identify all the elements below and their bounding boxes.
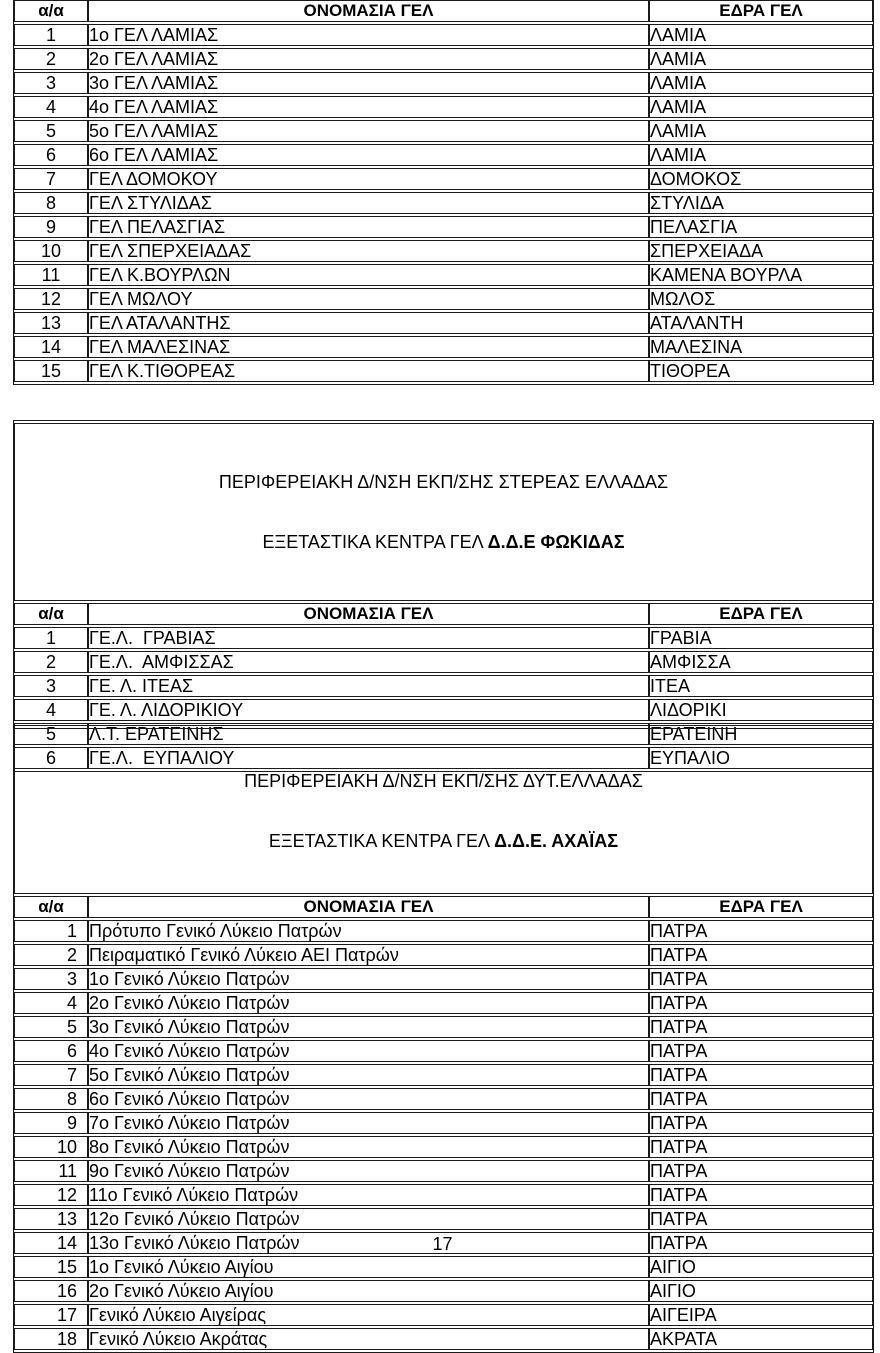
table-title-line1: ΠΕΡΙΦΕΡΕΙΑΚΗ Δ/ΝΣΗ ΕΚΠ/ΣΗΣ ΣΤΕΡΕΑΣ ΕΛΛΑΔΑΣ — [218, 472, 669, 492]
table-row — [14, 168, 873, 190]
table-row — [14, 699, 873, 721]
school-seat-cell: ΙΤΕΑ — [649, 675, 873, 697]
table-header-row — [14, 0, 873, 22]
row-index-cell: 4 — [14, 699, 88, 721]
school-seat-cell: ΛΙΔΟΡΙΚΙ — [649, 699, 873, 721]
school-seat-cell: ΛΑΜΙΑ — [649, 120, 873, 142]
table-row — [14, 1088, 873, 1110]
school-name-cell: ΓΕΛ ΠΕΛΑΣΓΙΑΣ — [88, 216, 649, 238]
table-row — [14, 1040, 873, 1062]
school-seat-cell: ΑΤΑΛΑΝΤΗ — [649, 312, 873, 334]
row-index-cell: 8 — [14, 1088, 88, 1110]
school-name-cell: 2ο Γενικό Λύκειο Πατρών — [88, 992, 649, 1014]
school-name-cell: ΓΕ.Λ. ΑΜΦΙΣΣΑΣ — [88, 651, 649, 673]
school-seat-cell: ΠΑΤΡΑ — [649, 1040, 873, 1062]
table-row — [14, 627, 873, 649]
table-title-row — [14, 728, 873, 894]
row-index-cell: 3 — [14, 968, 88, 990]
school-name-cell: 9ο Γενικό Λύκειο Πατρών — [88, 1160, 649, 1182]
column-header-seat: ΕΔΡΑ ΓΕΛ — [649, 0, 873, 22]
column-header-seat: ΕΔΡΑ ΓΕΛ — [649, 603, 873, 625]
school-name-cell: 8ο Γενικό Λύκειο Πατρών — [88, 1136, 649, 1158]
school-seat-cell: ΑΜΦΙΣΣΑ — [649, 651, 873, 673]
school-seat-cell: ΜΑΛΕΣΙΝΑ — [649, 336, 873, 358]
row-index-cell: 6 — [14, 747, 88, 769]
row-index-cell: 3 — [14, 72, 88, 94]
school-name-cell: 6ο ΓΕΛ ΛΑΜΙΑΣ — [88, 144, 649, 166]
table-row — [14, 944, 873, 966]
school-seat-cell: ΣΤΥΛΙΔΑ — [649, 192, 873, 214]
row-index-cell: 15 — [14, 360, 88, 382]
school-name-cell: Γενικό Λύκειο Αιγείρας — [88, 1304, 649, 1326]
table-row — [14, 651, 873, 673]
table-row — [14, 920, 873, 942]
school-name-cell: ΓΕ.Λ. ΓΡΑΒΙΑΣ — [88, 627, 649, 649]
school-name-cell: 12ο Γενικό Λύκειο Πατρών — [88, 1208, 649, 1230]
row-index-cell: 5 — [14, 120, 88, 142]
table-header-row — [14, 896, 873, 918]
school-seat-cell: ΠΑΤΡΑ — [649, 1160, 873, 1182]
school-name-cell: 1ο ΓΕΛ ΛΑΜΙΑΣ — [88, 24, 649, 46]
row-index-cell: 6 — [14, 1040, 88, 1062]
school-seat-cell: ΕΡΑΤΕΙΝΗ — [649, 723, 873, 745]
school-seat-cell: ΠΑΤΡΑ — [649, 944, 873, 966]
table-row — [14, 288, 873, 310]
school-seat-cell: ΑΙΓΕΙΡΑ — [649, 1304, 873, 1326]
table-row — [14, 1328, 873, 1350]
row-index-cell: 9 — [14, 216, 88, 238]
row-index-cell: 13 — [14, 1208, 88, 1230]
school-seat-cell: ΑΚΡΑΤΑ — [649, 1328, 873, 1350]
school-seat-cell: ΠΑΤΡΑ — [649, 968, 873, 990]
column-header-index: α/α — [14, 896, 88, 918]
column-header-seat: ΕΔΡΑ ΓΕΛ — [649, 896, 873, 918]
row-index-cell: 3 — [14, 675, 88, 697]
school-name-cell: 5ο Γενικό Λύκειο Πατρών — [88, 1064, 649, 1086]
table-title-dde-bold: Δ.Δ.Ε. ΑΧΑΪΑΣ — [494, 831, 619, 851]
row-index-cell: 7 — [14, 168, 88, 190]
table-row — [14, 1184, 873, 1206]
row-index-cell: 5 — [14, 723, 88, 745]
school-seat-cell: ΜΩΛΟΣ — [649, 288, 873, 310]
school-name-cell: 4ο Γενικό Λύκειο Πατρών — [88, 1040, 649, 1062]
column-header-school-name: ΟΝΟΜΑΣΙΑ ΓΕΛ — [88, 0, 649, 22]
row-index-cell: 11 — [14, 1160, 88, 1182]
row-index-cell: 4 — [14, 96, 88, 118]
school-seat-cell: ΕΥΠΑΛΙΟ — [649, 747, 873, 769]
table-row — [14, 24, 873, 46]
row-index-cell: 1 — [14, 627, 88, 649]
table-row — [14, 1112, 873, 1134]
school-name-cell: ΓΕ. Λ. ΛΙΔΟΡΙΚΙΟΥ — [88, 699, 649, 721]
table-row — [14, 264, 873, 286]
school-seat-cell: ΠΕΛΑΣΓΙΑ — [649, 216, 873, 238]
table-row — [14, 216, 873, 238]
school-name-cell: 11ο Γενικό Λύκειο Πατρών — [88, 1184, 649, 1206]
school-seat-cell: ΠΑΤΡΑ — [649, 1136, 873, 1158]
school-name-cell: 3ο ΓΕΛ ΛΑΜΙΑΣ — [88, 72, 649, 94]
exam-centers-table-achaia — [13, 725, 874, 1353]
column-header-school-name: ΟΝΟΜΑΣΙΑ ΓΕΛ — [88, 603, 649, 625]
table-title-line2: ΕΞΕΤΑΣΤΙΚΑ ΚΕΝΤΡΑ ΓΕΛ Δ.Δ.Ε ΦΩΚΙΔΑΣ — [262, 532, 625, 552]
row-index-cell: 1 — [14, 920, 88, 942]
school-seat-cell: ΛΑΜΙΑ — [649, 48, 873, 70]
table-row — [14, 1280, 873, 1302]
table-row — [14, 240, 873, 262]
school-name-cell: ΓΕΛ Κ.ΒΟΥΡΛΩΝ — [88, 264, 649, 286]
school-name-cell: 1ο Γενικό Λύκειο Αιγίου — [88, 1256, 649, 1278]
school-seat-cell: ΠΑΤΡΑ — [649, 1088, 873, 1110]
school-name-cell: ΓΕ.Λ. ΕΥΠΑΛΙΟΥ — [88, 747, 649, 769]
row-index-cell: 2 — [14, 48, 88, 70]
school-name-cell: ΓΕΛ ΜΑΛΕΣΙΝΑΣ — [88, 336, 649, 358]
row-index-cell: 16 — [14, 1280, 88, 1302]
school-seat-cell: ΤΙΘΟΡΕΑ — [649, 360, 873, 382]
school-name-cell: ΓΕΛ Κ.ΤΙΘΟΡΕΑΣ — [88, 360, 649, 382]
row-index-cell: 12 — [14, 288, 88, 310]
table-row — [14, 360, 873, 382]
school-name-cell: 2ο Γενικό Λύκειο Αιγίου — [88, 1280, 649, 1302]
row-index-cell: 17 — [14, 1304, 88, 1326]
school-name-cell: ΓΕ. Λ. ΙΤΕΑΣ — [88, 675, 649, 697]
school-name-cell: ΓΕΛ ΜΩΛΟΥ — [88, 288, 649, 310]
school-seat-cell: ΠΑΤΡΑ — [649, 1208, 873, 1230]
row-index-cell: 1 — [14, 24, 88, 46]
school-name-cell: ΓΕΛ ΔΟΜΟΚΟΥ — [88, 168, 649, 190]
school-seat-cell: ΠΑΤΡΑ — [649, 1232, 873, 1254]
table-row — [14, 144, 873, 166]
row-index-cell: 10 — [14, 1136, 88, 1158]
row-index-cell: 14 — [14, 1232, 88, 1254]
school-name-cell: 4ο ΓΕΛ ΛΑΜΙΑΣ — [88, 96, 649, 118]
school-seat-cell: ΠΑΤΡΑ — [649, 1016, 873, 1038]
row-index-cell: 18 — [14, 1328, 88, 1350]
row-index-cell: 5 — [14, 1016, 88, 1038]
school-seat-cell: ΛΑΜΙΑ — [649, 144, 873, 166]
table-row — [14, 1160, 873, 1182]
table-row — [14, 312, 873, 334]
school-name-cell: Γενικό Λύκειο Ακράτας — [88, 1328, 649, 1350]
table-row — [14, 675, 873, 697]
row-index-cell: 7 — [14, 1064, 88, 1086]
table-row — [14, 1208, 873, 1230]
school-name-cell: Λ.Τ. ΕΡΑΤΕΙΝΗΣ — [88, 723, 649, 745]
school-name-cell: 13ο Γενικό Λύκειο Πατρών — [88, 1232, 649, 1254]
table-row — [14, 1136, 873, 1158]
school-name-cell: 1ο Γενικό Λύκειο Πατρών — [88, 968, 649, 990]
table-row — [14, 1304, 873, 1326]
table-title — [14, 728, 873, 894]
column-header-school-name: ΟΝΟΜΑΣΙΑ ΓΕΛ — [88, 896, 649, 918]
row-index-cell: 15 — [14, 1256, 88, 1278]
table-row — [14, 968, 873, 990]
school-name-cell: 2ο ΓΕΛ ΛΑΜΙΑΣ — [88, 48, 649, 70]
table-row — [14, 992, 873, 1014]
school-seat-cell: ΓΡΑΒΙΑ — [649, 627, 873, 649]
table-title — [14, 423, 873, 601]
table-row — [14, 96, 873, 118]
school-seat-cell: ΚΑΜΕΝΑ ΒΟΥΡΛΑ — [649, 264, 873, 286]
school-seat-cell: ΣΠΕΡΧΕΙΑΔΑ — [649, 240, 873, 262]
exam-centers-table-fokida — [13, 420, 874, 772]
school-seat-cell: ΠΑΤΡΑ — [649, 1112, 873, 1134]
table-title-row — [14, 423, 873, 601]
school-seat-cell: ΠΑΤΡΑ — [649, 920, 873, 942]
school-name-cell: ΓΕΛ ΣΠΕΡΧΕΙΑΔΑΣ — [88, 240, 649, 262]
school-seat-cell: ΠΑΤΡΑ — [649, 1184, 873, 1206]
table-row — [14, 1064, 873, 1086]
row-index-cell: 2 — [14, 651, 88, 673]
row-index-cell: 4 — [14, 992, 88, 1014]
table-title-dde-bold: Δ.Δ.Ε ΦΩΚΙΔΑΣ — [487, 532, 625, 552]
school-name-cell: ΓΕΛ ΣΤΥΛΙΔΑΣ — [88, 192, 649, 214]
table-title-line2: ΕΞΕΤΑΣΤΙΚΑ ΚΕΝΤΡΑ ΓΕΛ Δ.Δ.Ε. ΑΧΑΪΑΣ — [268, 831, 619, 851]
school-name-cell: 7ο Γενικό Λύκειο Πατρών — [88, 1112, 649, 1134]
row-index-cell: 10 — [14, 240, 88, 262]
table-row — [14, 48, 873, 70]
school-name-cell: 6ο Γενικό Λύκειο Πατρών — [88, 1088, 649, 1110]
row-index-cell: 9 — [14, 1112, 88, 1134]
school-name-cell: Πειραματικό Γενικό Λύκειο ΑΕΙ Πατρών — [88, 944, 649, 966]
row-index-cell: 14 — [14, 336, 88, 358]
row-index-cell: 12 — [14, 1184, 88, 1206]
school-seat-cell: ΠΑΤΡΑ — [649, 1064, 873, 1086]
row-index-cell: 6 — [14, 144, 88, 166]
table-row — [14, 1016, 873, 1038]
school-seat-cell: ΑΙΓΙΟ — [649, 1280, 873, 1302]
school-seat-cell: ΠΑΤΡΑ — [649, 992, 873, 1014]
school-name-cell: 3ο Γενικό Λύκειο Πατρών — [88, 1016, 649, 1038]
school-seat-cell: ΛΑΜΙΑ — [649, 72, 873, 94]
column-header-index: α/α — [14, 0, 88, 22]
row-index-cell: 13 — [14, 312, 88, 334]
exam-centers-table-fthiotida — [13, 0, 874, 385]
row-index-cell: 11 — [14, 264, 88, 286]
table-row — [14, 1256, 873, 1278]
table-header-row — [14, 603, 873, 625]
school-seat-cell: ΛΑΜΙΑ — [649, 96, 873, 118]
table-title-line1: ΠΕΡΙΦΕΡΕΙΑΚΗ Δ/ΝΣΗ ΕΚΠ/ΣΗΣ ΔΥΤ.ΕΛΛΑΔΑΣ — [244, 771, 643, 791]
school-name-cell: 5ο ΓΕΛ ΛΑΜΙΑΣ — [88, 120, 649, 142]
table-row — [14, 192, 873, 214]
table-row — [14, 72, 873, 94]
row-index-cell: 8 — [14, 192, 88, 214]
school-seat-cell: ΑΙΓΙΟ — [649, 1256, 873, 1278]
school-seat-cell: ΛΑΜΙΑ — [649, 24, 873, 46]
row-index-cell: 2 — [14, 944, 88, 966]
page-number: 17 — [432, 1234, 453, 1254]
table-row — [14, 336, 873, 358]
school-name-cell: ΓΕΛ ΑΤΑΛΑΝΤΗΣ — [88, 312, 649, 334]
school-name-cell: Πρότυπο Γενικό Λύκειο Πατρών — [88, 920, 649, 942]
table-row — [14, 120, 873, 142]
school-seat-cell: ΔΟΜΟΚΟΣ — [649, 168, 873, 190]
column-header-index: α/α — [14, 603, 88, 625]
